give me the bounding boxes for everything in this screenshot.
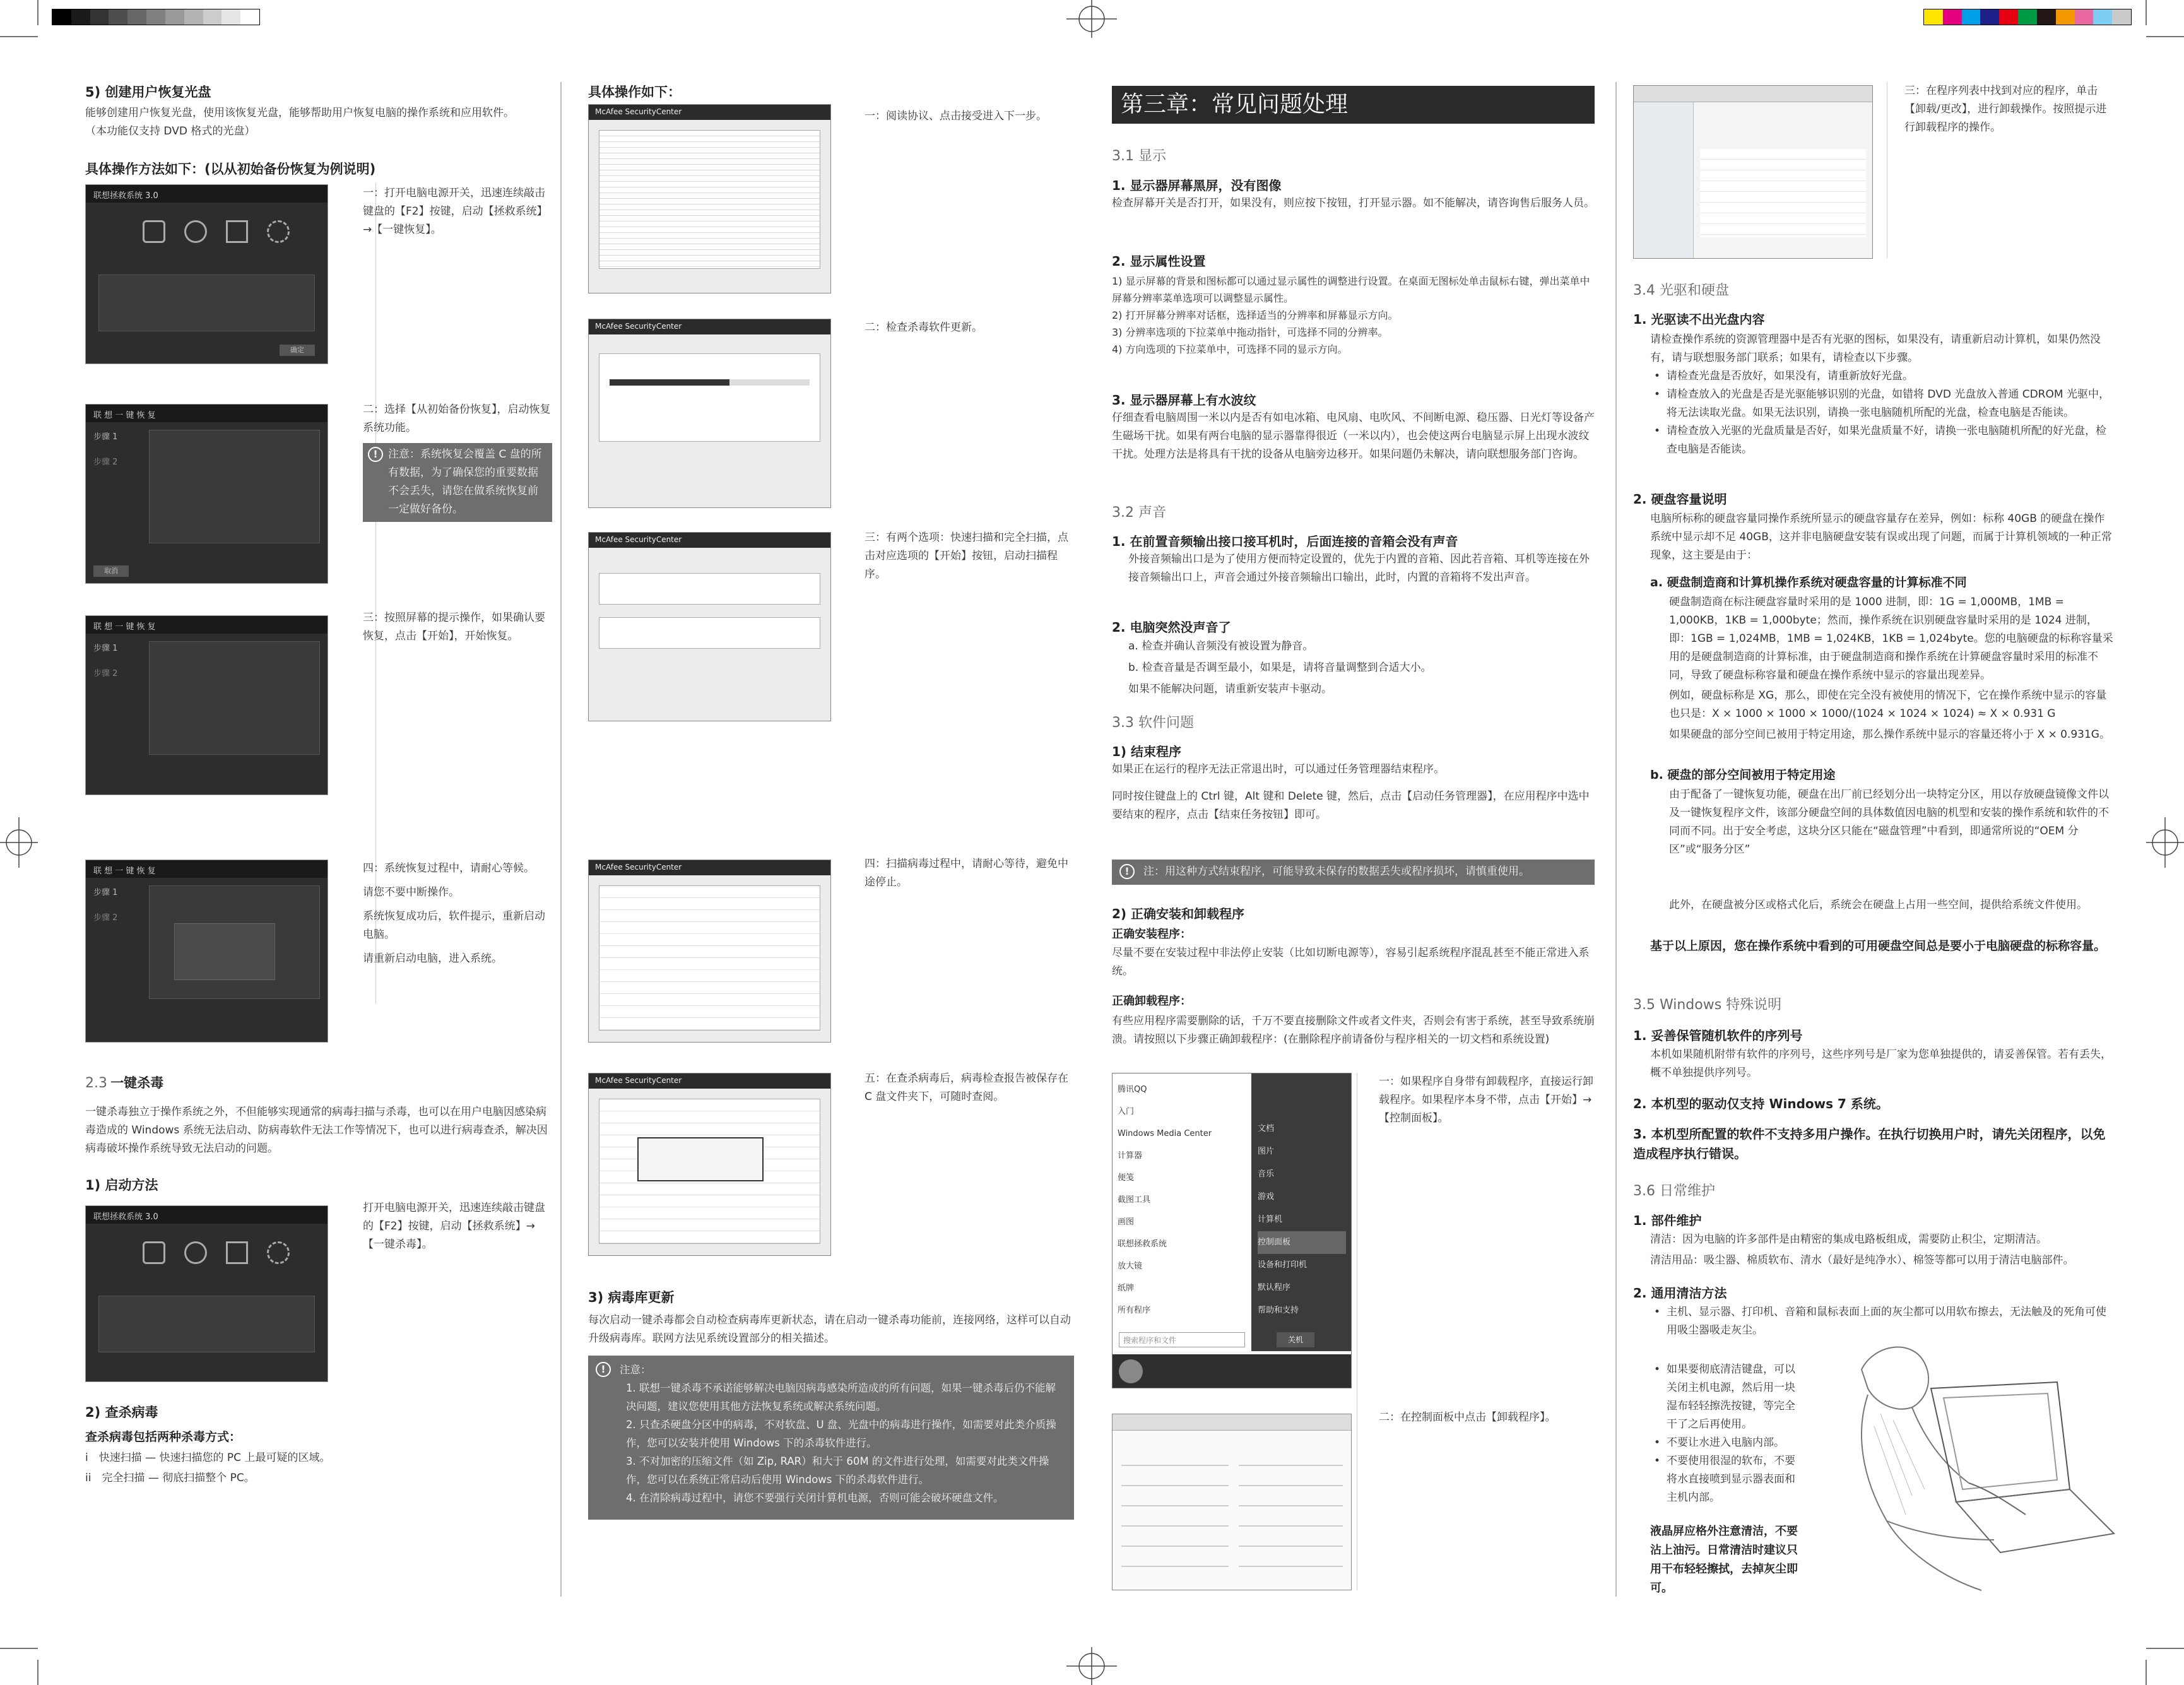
step-text: 五：在查杀病毒后，病毒检查报告被保存在 C 盘文件夹下，可随时查阅。 bbox=[865, 1072, 1068, 1103]
list-item: • 请检查光盘是否放好，如果没有，请重新放好光盘。 bbox=[1650, 367, 2114, 386]
section-heading: 3.5 Windows 特殊说明 bbox=[1633, 997, 1782, 1013]
all-programs-item[interactable]: 所有程序 bbox=[1118, 1306, 1151, 1315]
monitor-icon bbox=[226, 1241, 249, 1264]
section-title: 5) 创建用户恢复光盘 bbox=[85, 85, 211, 100]
section-heading: 3.2 声音 bbox=[1112, 505, 1166, 521]
answer-list bbox=[1112, 273, 1595, 358]
question-title: 1. 在前置音频输出接口接耳机时，后面连接的音箱会没有声音 bbox=[1112, 534, 1458, 549]
step-text: 四：扫描病毒过程中，请耐心等待，避免中途停止。 bbox=[865, 858, 1068, 889]
list-item: • 不要使用很湿的软布，不要将水直接喷到显示器表面和主机内部。 bbox=[1650, 1452, 1805, 1507]
restore-progress-screenshot bbox=[85, 860, 328, 1043]
step-label: 步骤 1 bbox=[93, 644, 118, 653]
column-rule bbox=[1615, 82, 1617, 1597]
mcafee-scan-options-screenshot bbox=[588, 532, 831, 721]
section-heading: 3.4 光驱和硬盘 bbox=[1633, 283, 1729, 299]
gear-icon bbox=[267, 220, 290, 243]
answer-text: 电脑所标称的硬盘容量同操作系统所显示的硬盘容量存在差异，例如：标称 40GB 的硬盘在操作系统中显示却不足 40GB，这并非电脑硬盘安装有误或出现了问题，而属于计算机领域的一种正常现象，这主要是由于： bbox=[1650, 512, 2112, 562]
question-title: 3. 显示器屏幕上有水波纹 bbox=[1112, 393, 1256, 408]
monitor-icon bbox=[226, 220, 249, 243]
section-heading: 3.1 显示 bbox=[1112, 148, 1166, 164]
start-orb-icon[interactable] bbox=[1119, 1359, 1143, 1383]
mcafee-scanning-screenshot bbox=[588, 860, 831, 1043]
start-menu-screenshot bbox=[1112, 1073, 1352, 1388]
question-title: 2. 通用清洁方法 bbox=[1633, 1286, 1727, 1301]
menu-item[interactable]: 腾讯QQ bbox=[1118, 1085, 1147, 1094]
control-panel-item[interactable]: 控制面板 bbox=[1258, 1231, 1346, 1254]
warning-text: 注意：系统恢复会覆盖 C 盘的所有数据，为了确保您的重要数据不会丢失，请您在做系统恢复前一定做好备份。 bbox=[388, 448, 542, 516]
list-item: a. 检查并确认音频没有被设置为静音。 bbox=[1128, 640, 1314, 653]
shield-icon bbox=[143, 1241, 165, 1264]
warning-icon: ! bbox=[596, 1362, 611, 1377]
shield-icon bbox=[143, 220, 165, 243]
question-title: 3. 本机型所配置的软件不支持多用户操作。在执行切换用户时，请先关闭程序，以免造成程序执行错误。 bbox=[1633, 1126, 2106, 1161]
step-label: 步骤 1 bbox=[93, 888, 118, 897]
mcafee-header: McAfee SecurityCenter bbox=[589, 319, 830, 334]
question-title: 2. 电脑突然没声音了 bbox=[1112, 620, 1231, 635]
step-text: 打开电脑电源开关，迅速连续敲击键盘的【F2】按键，启动【拯救系统】→【一键杀毒】。 bbox=[363, 1202, 545, 1251]
section-heading: 3.3 软件问题 bbox=[1112, 715, 1194, 731]
menu-item[interactable]: 计算器 bbox=[1118, 1151, 1143, 1161]
list-item: b. 检查音量是否调至最小，如果是，请将音量调整到合适大小。 bbox=[1128, 661, 1432, 674]
clock-icon bbox=[184, 220, 207, 243]
section-text: 一键杀毒独立于操作系统之外，不但能够实现通常的病毒扫描与杀毒，也可以在用户电脑因感染病毒造成的 Windows 系统无法启动、防病毒软件无法工作等情况下，也可以进行病毒查杀，解决因病毒破坏操作系统导致无法启动的问题。 bbox=[85, 1106, 548, 1155]
step-text: 一：如果程序自身带有卸载程序，直接运行卸载程序。如果程序本身不带，点击【开始】→【控制面板】。 bbox=[1379, 1075, 1593, 1125]
antivirus-notes bbox=[588, 1356, 1074, 1520]
note-title: 注意： bbox=[620, 1364, 651, 1376]
start-search-input[interactable]: 搜索程序和文件 bbox=[1119, 1332, 1245, 1347]
column-rule bbox=[560, 82, 562, 1597]
list-item: i 快速扫描 — 快速扫描您的 PC 上最可疑的区域。 bbox=[85, 1451, 331, 1464]
cleaning-list bbox=[1650, 1361, 1805, 1507]
step-text: 二：检查杀毒软件更新。 bbox=[865, 321, 983, 334]
section-number: 2.3 bbox=[85, 1075, 107, 1091]
restore-confirm-screenshot bbox=[85, 615, 328, 795]
chapter-title: 第三章：常见问题处理 bbox=[1112, 86, 1595, 124]
note-text: 注：用这种方式结束程序，可能导致未保存的数据丢失或程序损坏，请慎重使用。 bbox=[1143, 865, 1530, 878]
step-text: 系统恢复成功后，软件提示，重新启动电脑。 bbox=[363, 910, 545, 941]
sub-title: 查杀病毒包括两种杀毒方式： bbox=[85, 1430, 242, 1444]
section-text: 能够创建用户恢复光盘，使用该恢复光盘，能够帮助用户恢复电脑的操作系统和应用软件。 bbox=[85, 107, 514, 119]
menu-item[interactable]: 计算机 bbox=[1258, 1215, 1283, 1224]
menu-item[interactable]: 音乐 bbox=[1258, 1169, 1275, 1179]
check-list bbox=[1650, 367, 2114, 459]
mcafee-header: McAfee SecurityCenter bbox=[589, 105, 830, 120]
clock-icon bbox=[184, 1241, 207, 1264]
step-text: 一：阅读协议、点击接受进入下一步。 bbox=[865, 110, 1047, 122]
menu-item[interactable]: 设备和打印机 bbox=[1258, 1260, 1307, 1270]
screenshot-header: 联想拯救系统 3.0 bbox=[86, 185, 328, 203]
lcd-cleaning-note: 液晶屏应格外注意清洁，不要沾上油污。日常清洁时建议只用干布轻轻擦拭，去掉灰尘即可。 bbox=[1650, 1525, 1798, 1595]
menu-item[interactable]: 截图工具 bbox=[1118, 1195, 1151, 1205]
section-text: 每次启动一键杀毒都会自动检查病毒库更新状态，请在启动一键杀毒功能前，连接网络，这样可以自动升级病毒库。联网方法见系统设置部分的相关描述。 bbox=[588, 1314, 1071, 1345]
answer-text: 尽量不要在安装过程中非法停止安装（比如切断电源等），容易引起系统程序混乱甚至不能正常进入系统。 bbox=[1112, 947, 1590, 978]
inner-rule bbox=[375, 183, 376, 1003]
step-text: 三：有两个选项：快速扫描和完全扫描，点击对应选项的【开始】按钮，启动扫描程序。 bbox=[865, 531, 1068, 581]
step-text: 三：在程序列表中找到对应的程序，单击【卸载/更改】，进行卸载操作。按照提示进行卸载程序的操作。 bbox=[1904, 85, 2107, 134]
screenshot-header: 联 想 一 键 恢 复 bbox=[86, 616, 328, 634]
antivirus-launch-screenshot bbox=[85, 1205, 328, 1382]
answer-text: 清洁：因为电脑的许多部件是由精密的集成电路板组成，需要防止积尘，定期清洁。 bbox=[1650, 1233, 2047, 1246]
restore-screenshot bbox=[85, 404, 328, 584]
step-label: 步骤 1 bbox=[93, 432, 118, 442]
menu-item[interactable]: 图片 bbox=[1258, 1147, 1275, 1156]
step-text: 请重新启动电脑，进入系统。 bbox=[363, 952, 502, 965]
mcafee-header: McAfee SecurityCenter bbox=[589, 860, 830, 875]
menu-item[interactable]: Windows Media Center bbox=[1118, 1129, 1212, 1138]
question-title: 2. 显示属性设置 bbox=[1112, 254, 1206, 269]
mcafee-update-screenshot bbox=[588, 319, 831, 508]
menu-item[interactable]: 游戏 bbox=[1258, 1192, 1275, 1202]
sub-title: a. 硬盘制造商和计算机操作系统对硬盘容量的计算标准不同 bbox=[1650, 576, 1967, 589]
answer-text: 此外，在硬盘被分区或格式化后，系统会在硬盘上占用一些空间，提供给系统文件使用。 bbox=[1669, 899, 2087, 911]
answer-text: 例如，硬盘标称是 XG，那么，即使在完全没有被使用的情况下，它在操作系统中显示的容量也只是：X × 1000 × 1000 × 1000/(1024 × 1024 × 1024) ≈ X × 0.931 G bbox=[1669, 689, 2107, 720]
sub-title: 正确安装程序： bbox=[1112, 928, 1191, 941]
step-text: 二：在控制面板中点击【卸载程序】。 bbox=[1379, 1411, 1556, 1424]
question-title: 2. 本机型的驱动仅支持 Windows 7 系统。 bbox=[1633, 1096, 1889, 1111]
menu-item[interactable]: 文档 bbox=[1258, 1124, 1275, 1133]
answer-text: 有些应用程序需要删除的话，千万不要直接删除文件或者文件夹，否则会有害于系统，甚至导致系统崩溃。请按照以下步骤正确卸载程序：(在删除程序前请备份与程序相关的一切文档和系统设置) bbox=[1112, 1015, 1595, 1046]
answer-text: 同时按住键盘上的 Ctrl 键，Alt 键和 Delete 键，然后，点击【启动任务管理器】，在应用程序中选中要结束的程序，点击【结束任务按钮】即可。 bbox=[1112, 790, 1590, 821]
list-item: • 请检查放入的光盘是否是光驱能够识别的光盘，如错将 DVD 光盘放入普通 CDROM 光驱中，将无法读取光盘。如果无法识别，请换一张电脑随机所配的光盘，检查电脑是否能读。 bbox=[1650, 386, 2114, 422]
step-label: 步骤 2 bbox=[93, 669, 118, 678]
section-title: 2) 查杀病毒 bbox=[85, 1405, 158, 1420]
note-item: 1. 联想一键杀毒不承诺能够解决电脑因病毒感染所造成的所有问题，如果一键杀毒后仍不能解决问题，建议您使用其他方法恢复系统或解决系统问题。 bbox=[626, 1382, 1056, 1412]
answer-text: 仔细查看电脑周围一米以内是否有如电冰箱、电风扇、电吹风、不间断电源、稳压器、日光灯等设备产生磁场干扰。如果有两台电脑的显示器靠得很近（一米以内），也会使这两台电脑显示屏上出现水波纹干扰。处理方法是将具有干扰的设备从电脑旁边移开。如果问题仍未解决，请向联想服务部门咨询。 bbox=[1112, 411, 1595, 461]
step-text: 请您不要中断操作。 bbox=[363, 886, 459, 899]
answer-text: 由于配备了一键恢复功能，硬盘在出厂前已经划分出一块特定分区，用以存放硬盘镜像文件以及一键恢复程序文件，该部分硬盘空间的具体数值因电脑的机型和安装的操作系统和软件的不同而不同。出于安全考虑，这块分区只能在“磁盘管理”中看到，即通常所说的“OEM 分区”或“服务分区” bbox=[1669, 788, 2109, 856]
question-title: 2. 硬盘容量说明 bbox=[1633, 492, 1727, 507]
list-item: 2) 打开屏幕分辨率对话框，选择适当的分辨率和屏幕显示方向。 bbox=[1112, 309, 1398, 321]
answer-text: 清洁用品：吸尘器、棉质软布、清水（最好是纯净水）、棉签等都可以用于清洁电脑部件。 bbox=[1650, 1254, 2074, 1267]
section-title: 3) 病毒库更新 bbox=[588, 1290, 675, 1305]
mcafee-report-screenshot bbox=[588, 1073, 831, 1256]
mcafee-header: McAfee SecurityCenter bbox=[589, 533, 830, 548]
list-item: • 不要让水进入电脑内部。 bbox=[1650, 1434, 1805, 1452]
cleaning-illustration bbox=[1817, 1332, 2120, 1597]
update-progress bbox=[610, 379, 810, 386]
menu-item[interactable]: 默认程序 bbox=[1258, 1283, 1291, 1292]
step-text: 一：打开电脑电源开关，迅速连续敲击键盘的【F2】按键，启动【拯救系统】→【一键恢复】。 bbox=[363, 187, 548, 236]
note-item: 3. 不对加密的压缩文件（如 Zip, RAR）和大于 60M 的文件进行处理，如需要对此类文件操作，您可以在系统正常启动后使用 Windows 下的杀毒软件进行。 bbox=[626, 1455, 1049, 1486]
method-title: 具体操作方法如下：(以从初始备份恢复为例说明) bbox=[85, 162, 376, 177]
shutdown-button[interactable]: 关机 bbox=[1277, 1332, 1314, 1347]
answer-text: 如果硬盘的部分空间已被用于特定用途，那么操作系统中显示的容量还将小于 X × 0.931G。 bbox=[1669, 728, 2110, 741]
section-heading bbox=[85, 1073, 163, 1092]
cancel-button[interactable]: 取消 bbox=[93, 565, 129, 577]
section-heading: 3.6 日常维护 bbox=[1633, 1183, 1715, 1199]
list-item: 3) 分辨率选项的下拉菜单中拖动指针，可选择不同的分辨率。 bbox=[1112, 326, 1388, 338]
menu-item[interactable]: 入门 bbox=[1118, 1107, 1135, 1116]
warning-icon: ! bbox=[1119, 864, 1135, 879]
gear-icon bbox=[267, 1241, 290, 1264]
list-item: ii 完全扫描 — 彻底扫描整个 PC。 bbox=[85, 1472, 255, 1484]
section-title: 具体操作如下： bbox=[588, 85, 681, 100]
step-label: 步骤 2 bbox=[93, 458, 118, 467]
menu-item[interactable]: 帮助和支持 bbox=[1258, 1306, 1299, 1315]
answer-text: 请检查操作系统的资源管理器中是否有光驱的图标，如果没有，请重新启动计算机，如果仍然没有，请与联想服务部门联系；如果有，请检查以下步骤。 bbox=[1650, 333, 2101, 364]
section-title: 1) 启动方法 bbox=[85, 1178, 158, 1193]
menu-item[interactable]: 纸牌 bbox=[1118, 1284, 1135, 1293]
note-item: 2. 只查杀硬盘分区中的病毒，不对软盘、U 盘、光盘中的病毒进行操作，如需要对此类介质操作，您可以安装并使用 Windows 下的杀毒软件进行。 bbox=[626, 1419, 1056, 1449]
screenshot-header: 联想拯救系统 3.0 bbox=[86, 1206, 328, 1224]
list-item: • 如果要彻底清洁键盘，可以关闭主机电源，然后用一块湿布轻轻擦洗按键，等完全干了之后再使用。 bbox=[1650, 1361, 1805, 1434]
menu-item[interactable]: 便笺 bbox=[1118, 1173, 1135, 1183]
answer-text: 如果不能解决问题，请重新安装声卡驱动。 bbox=[1128, 683, 1332, 695]
menu-item[interactable]: 放大镜 bbox=[1118, 1262, 1143, 1271]
note-item: 4. 在清除病毒过程中，请您不要强行关闭计算机电源，否则可能会破坏硬盘文件。 bbox=[626, 1492, 1004, 1504]
question-title: 2) 正确安装和卸载程序 bbox=[1112, 906, 1245, 921]
sub-title: 正确卸载程序： bbox=[1112, 995, 1191, 1008]
section-title: 一键杀毒 bbox=[110, 1075, 164, 1091]
step-text: 二：选择【从初始备份恢复】，启动恢复系统功能。 bbox=[363, 403, 551, 434]
answer-text: 外接音频输出口是为了使用方便而特定设置的，优先于内置的音箱、因此若音箱、耳机等连接在外接音频输出口上，声音会通过外接音频输出口输出，此时，内置的音箱将不发出声音。 bbox=[1128, 553, 1590, 584]
screenshot-header: 联 想 一 键 恢 复 bbox=[86, 860, 328, 878]
warning-icon: ! bbox=[368, 447, 383, 462]
mcafee-license-screenshot bbox=[588, 104, 831, 293]
question-title: 1. 部件维护 bbox=[1633, 1213, 1702, 1228]
step-text: 四：系统恢复过程中，请耐心等候。 bbox=[363, 862, 534, 875]
step-text: 三：按照屏幕的提示操作，如果确认要恢复，点击【开始】，开始恢复。 bbox=[363, 612, 545, 642]
mcafee-header: McAfee SecurityCenter bbox=[589, 1073, 830, 1089]
question-title: 1. 光驱读不出光盘内容 bbox=[1633, 312, 1765, 327]
end-task-note bbox=[1112, 860, 1595, 885]
menu-item[interactable]: 画图 bbox=[1118, 1217, 1135, 1227]
control-panel-screenshot bbox=[1112, 1414, 1352, 1590]
list-item: 1) 显示屏幕的背景和图标都可以通过显示属性的调整进行设置。在桌面无图标处单击鼠标右键，弹出菜单中屏幕分辨率菜单选项可以调整显示属性。 bbox=[1112, 275, 1590, 304]
answer-text: 如果正在运行的程序无法正常退出时，可以通过任务管理器结束程序。 bbox=[1112, 763, 1444, 776]
sub-title: b. 硬盘的部分空间被用于特定用途 bbox=[1650, 768, 1836, 782]
list-item: • 主机、显示器、打印机、音箱和鼠标表面上面的灰尘都可以用软布擦去，无法触及的死角可使用吸尘器吸走灰尘。 bbox=[1650, 1303, 2114, 1340]
conclusion: 基于以上原因，您在操作系统中看到的可用硬盘空间总是要小于电脑硬盘的标称容量。 bbox=[1650, 939, 2106, 953]
answer-text: 检查屏幕开关是否打开，如果没有，则应按下按钮，打开显示器。如不能解决，请咨询售后服务人员。 bbox=[1112, 197, 1595, 210]
program-list-screenshot bbox=[1633, 85, 1873, 259]
rescue-system-screenshot bbox=[85, 184, 328, 364]
answer-text: 本机如果随机附带有软件的序列号，这些序列号是厂家为您单独提供的，请妥善保管。若有丢失，概不单独提供序列号。 bbox=[1650, 1048, 2111, 1079]
question-title: 1) 结束程序 bbox=[1112, 744, 1182, 759]
screenshot-header: 联 想 一 键 恢 复 bbox=[86, 405, 328, 422]
ok-button[interactable]: 确定 bbox=[280, 345, 315, 356]
question-title: 1. 妥善保管随机软件的序列号 bbox=[1633, 1028, 1803, 1043]
list-item: 4) 方向选项的下拉菜单中，可选择不同的显示方向。 bbox=[1112, 343, 1348, 355]
menu-item[interactable]: 联想拯救系统 bbox=[1118, 1239, 1167, 1249]
question-title: 1. 显示器屏幕黑屏，没有图像 bbox=[1112, 178, 1282, 193]
section-text: （本功能仅支持 DVD 格式的光盘） bbox=[85, 125, 256, 138]
list-item: • 请检查放入光驱的光盘质量是否好，如果光盘质量不好，请换一张电脑随机所配的好光盘，检查电脑是否能读。 bbox=[1650, 422, 2114, 459]
warning-note bbox=[363, 443, 552, 522]
step-label: 步骤 2 bbox=[93, 913, 118, 923]
answer-text: 硬盘制造商在标注硬盘容量时采用的是 1000 进制，即：1G = 1,000MB，1MB = 1,000KB，1KB = 1,000byte；然而，操作系统在识别硬盘容量时采用的是 1024 进制，即：1GB = 1,024MB，1MB = 1,024KB，1KB = 1,024byte。您的电脑硬盘的标称容量采用的是硬盘制造商的计算标准，由于硬盘制造商和操作系统在计算硬盘容量时采用的标准不同，导致了硬盘标称容量和硬盘在操作系统中显示的容量出现差异。 bbox=[1669, 596, 2113, 682]
